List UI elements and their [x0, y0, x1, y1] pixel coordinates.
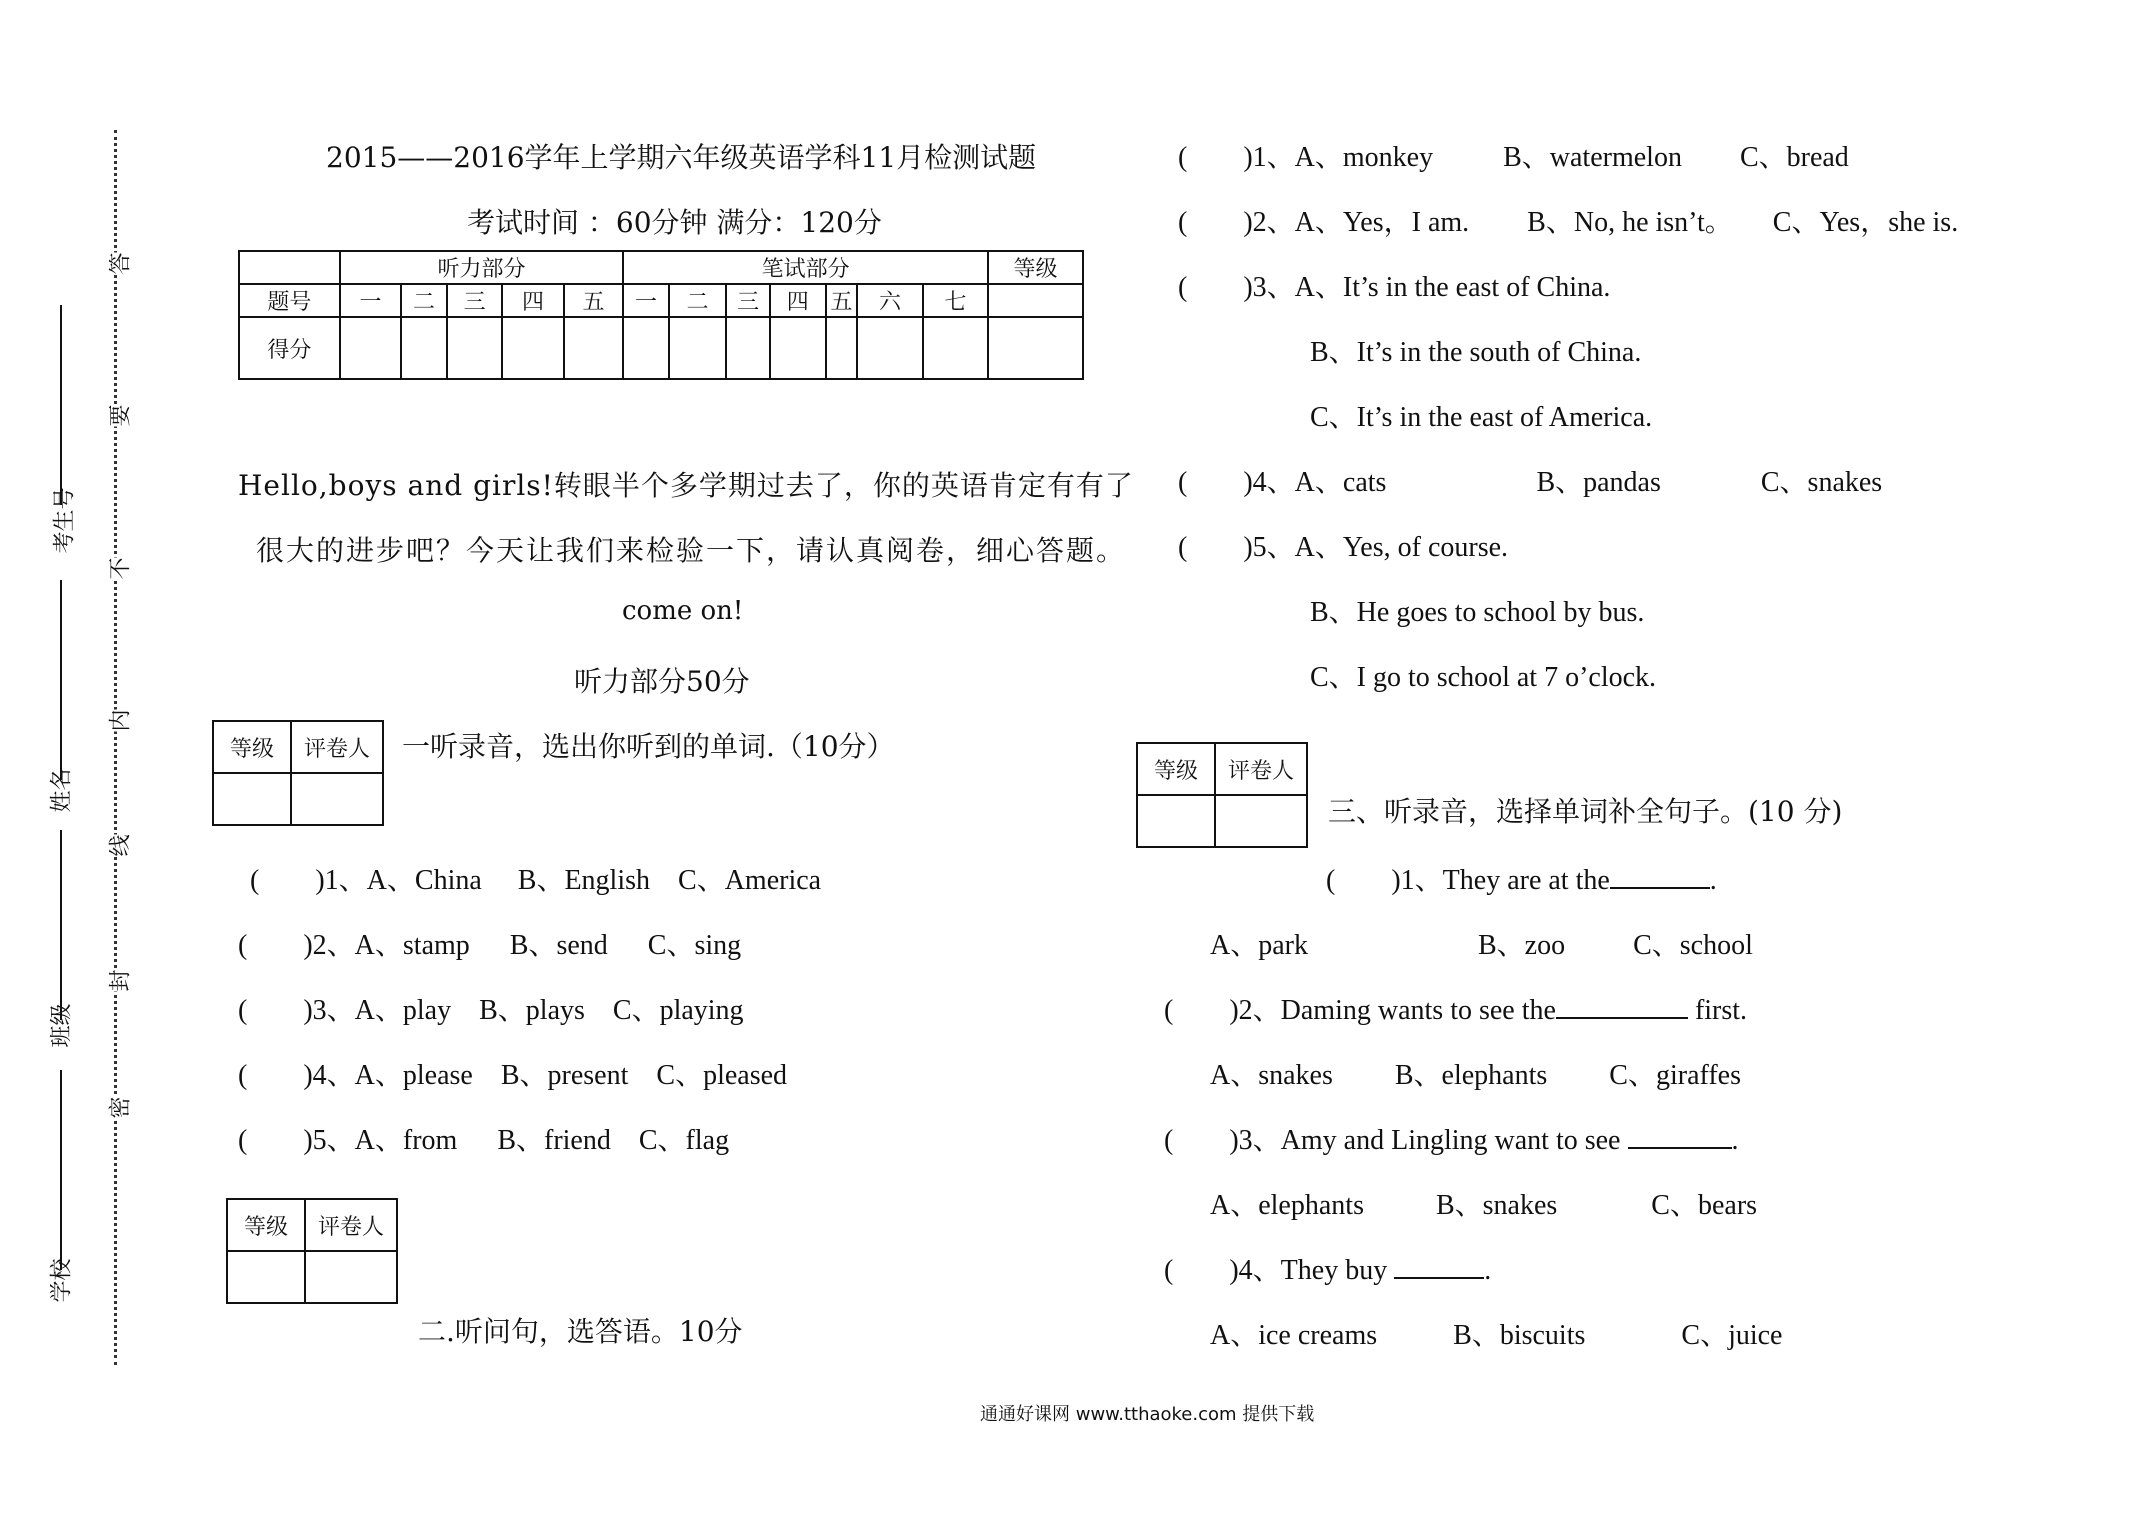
- grader-grade-label: 等级: [1137, 743, 1215, 795]
- intro-line-3: come on!: [622, 596, 744, 626]
- answer-paren[interactable]: ( ): [1178, 272, 1253, 303]
- score-row-label-number: 题号: [239, 284, 340, 317]
- answer-paren[interactable]: ( ): [238, 1060, 313, 1091]
- s2-q2: ( )2、A、Yes，I am. B、No, he isn’t。 C、Yes，she is.: [1178, 207, 1959, 238]
- grader-grade-label: 等级: [227, 1199, 305, 1251]
- s2-q3-option-b: B、It’s in the south of China.: [1310, 337, 1642, 368]
- intro-line-2: 很大的进步吧？今天让我们来检验一下，请认真阅卷，细心答题。: [256, 534, 1127, 567]
- grader-marker-cell[interactable]: [291, 773, 383, 825]
- grader-box-3: [1136, 742, 1308, 848]
- score-table: [238, 250, 1084, 380]
- score-col: 二: [669, 284, 726, 317]
- grader-grade-cell[interactable]: [1137, 795, 1215, 847]
- answer-paren[interactable]: ( ): [238, 1125, 313, 1156]
- score-cell[interactable]: [669, 317, 726, 379]
- score-row-label-score: 得分: [239, 317, 340, 379]
- s3-q1: ( )1、They are at the .: [1326, 865, 1717, 896]
- grader-marker-label: 评卷人: [291, 721, 383, 773]
- answer-paren[interactable]: ( ): [1164, 1255, 1239, 1286]
- grader-marker-cell[interactable]: [305, 1251, 397, 1303]
- fill-blank[interactable]: [1394, 1253, 1484, 1279]
- s3-q4-options: A、ice creams B、biscuits C、juice: [1210, 1320, 1783, 1351]
- score-col: 一: [623, 284, 669, 317]
- section1-title: 一听录音，选出你听到的单词.（10分）: [402, 730, 895, 763]
- line-name: [60, 580, 62, 780]
- fill-blank[interactable]: [1628, 1123, 1732, 1149]
- s1-q2: ( )2、A、stamp B、send C、sing: [238, 930, 742, 961]
- score-cell[interactable]: [447, 317, 503, 379]
- score-col: 三: [726, 284, 770, 317]
- grader-box-2: [226, 1198, 398, 1304]
- grader-marker-label: 评卷人: [1215, 743, 1307, 795]
- seal-char-2: 要: [104, 404, 135, 426]
- s3-q1-options: A、park B、zoo C、school: [1210, 930, 1753, 961]
- score-cell[interactable]: [564, 317, 623, 379]
- seal-char-5: 线: [104, 834, 135, 856]
- grader-marker-label: 评卷人: [305, 1199, 397, 1251]
- grader-grade-cell[interactable]: [213, 773, 291, 825]
- seal-char-4: 内: [104, 709, 135, 731]
- label-school: 学校: [49, 1258, 75, 1303]
- score-col: 一: [340, 284, 401, 317]
- line-student-id: [60, 305, 62, 505]
- s1-q3: ( )3、A、play B、plays C、playing: [238, 995, 744, 1026]
- grader-grade-label: 等级: [213, 721, 291, 773]
- fill-blank[interactable]: [1556, 993, 1688, 1019]
- s3-q3-options: A、elephants B、snakes C、bears: [1210, 1190, 1758, 1221]
- score-cell[interactable]: [502, 317, 563, 379]
- score-cell[interactable]: [623, 317, 669, 379]
- score-cell[interactable]: [726, 317, 770, 379]
- intro-line-1: Hello,boys and girls!转眼半个多学期过去了，你的英语肯定有有了: [238, 469, 1134, 502]
- s3-q4: ( )4、They buy .: [1164, 1255, 1492, 1286]
- answer-paren[interactable]: ( ): [1326, 865, 1401, 896]
- page-title: 2015——2016学年上学期六年级英语学科11月检测试题: [326, 141, 1037, 174]
- seal-char-6: 封: [104, 969, 135, 991]
- answer-paren[interactable]: ( ): [1164, 1125, 1239, 1156]
- score-group-written: 笔试部分: [623, 251, 988, 284]
- line-school: [60, 1070, 62, 1270]
- score-col: 四: [770, 284, 826, 317]
- s2-q3-option-c: C、It’s in the east of America.: [1310, 402, 1653, 433]
- answer-paren[interactable]: ( ): [1178, 207, 1253, 238]
- s1-q5: ( )5、A、from B、friend C、flag: [238, 1125, 730, 1156]
- answer-paren[interactable]: ( ): [1178, 467, 1253, 498]
- seal-char-7: 密: [104, 1096, 135, 1118]
- seal-char-3: 不: [104, 557, 135, 579]
- score-cell[interactable]: [340, 317, 401, 379]
- score-cell[interactable]: [401, 317, 447, 379]
- listening-title: 听力部分50分: [574, 665, 750, 698]
- s1-q1: ( )1、A、China B、English C、America: [250, 865, 822, 896]
- seal-dotted-line: [114, 130, 117, 1365]
- score-col: 二: [401, 284, 447, 317]
- answer-paren[interactable]: ( ): [1178, 532, 1253, 563]
- score-col: 五: [826, 284, 858, 317]
- section2-title: 二.听问句，选答语。10分: [418, 1315, 743, 1348]
- score-col: 五: [564, 284, 623, 317]
- exam-info: 考试时间 ：60分钟 满分：120分: [467, 206, 882, 239]
- score-col: 三: [447, 284, 503, 317]
- s2-q3: ( )3、A、It’s in the east of China.: [1178, 272, 1611, 303]
- line-class: [60, 830, 62, 1020]
- s2-q4: ( )4、A、cats B、pandas C、snakes: [1178, 467, 1883, 498]
- s1-q4: ( )4、A、please B、present C、pleased: [238, 1060, 788, 1091]
- score-grade-header: 等级: [988, 251, 1083, 284]
- footer-credit: 通通好课网 www.tthaoke.com 提供下载: [980, 1404, 1315, 1425]
- label-class: 班级: [49, 1003, 75, 1048]
- fill-blank[interactable]: [1610, 863, 1710, 889]
- s3-q2: ( )2、Daming wants to see the first.: [1164, 995, 1748, 1026]
- label-student-id: 考生号: [52, 487, 78, 554]
- score-cell[interactable]: [923, 317, 988, 379]
- answer-paren[interactable]: ( ): [238, 930, 313, 961]
- s3-q3: ( )3、Amy and Lingling want to see .: [1164, 1125, 1739, 1156]
- s2-q5-option-b: B、He goes to school by bus.: [1310, 597, 1645, 628]
- score-cell[interactable]: [770, 317, 826, 379]
- score-col: 四: [502, 284, 563, 317]
- score-cell[interactable]: [988, 317, 1083, 379]
- seal-char-1: 答: [104, 252, 135, 274]
- answer-paren[interactable]: ( ): [238, 995, 313, 1026]
- answer-paren[interactable]: ( ): [1164, 995, 1239, 1026]
- s2-q5-option-c: C、I go to school at 7 o’clock.: [1310, 662, 1657, 693]
- answer-paren[interactable]: ( ): [1178, 142, 1253, 173]
- score-cell[interactable]: [857, 317, 922, 379]
- s2-q5: ( )5、A、Yes, of course.: [1178, 532, 1509, 563]
- s2-q1: ( )1、A、monkey B、watermelon C、bread: [1178, 142, 1849, 173]
- section3-title: 三、听录音，选择单词补全句子。(10 分): [1328, 795, 1843, 828]
- grader-grade-cell[interactable]: [227, 1251, 305, 1303]
- grader-marker-cell[interactable]: [1215, 795, 1307, 847]
- answer-paren[interactable]: ( ): [250, 865, 325, 896]
- score-col: 七: [923, 284, 988, 317]
- score-cell[interactable]: [826, 317, 858, 379]
- score-group-listening: 听力部分: [340, 251, 623, 284]
- grader-box-1: [212, 720, 384, 826]
- score-col: 六: [857, 284, 922, 317]
- s3-q2-options: A、snakes B、elephants C、giraffes: [1210, 1060, 1741, 1091]
- label-name: 姓名: [49, 768, 75, 813]
